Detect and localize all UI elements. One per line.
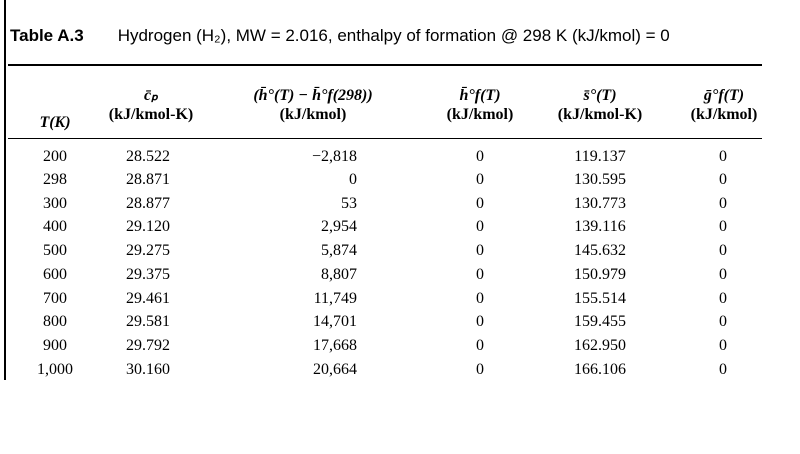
cell-gibbs-formation: 0: [719, 266, 727, 283]
cell-enthalpy-change: 5,874: [321, 242, 357, 259]
cell-cp: 29.792: [126, 337, 170, 354]
cell-entropy: 130.595: [574, 171, 626, 188]
header-entropy: [545, 86, 655, 124]
cell-entropy: 119.137: [574, 148, 626, 165]
cell-cp: 30.160: [126, 361, 170, 378]
cell-temperature: 200: [43, 148, 67, 165]
cell-enthalpy-formation: 0: [476, 361, 484, 378]
cell-enthalpy-formation: 0: [476, 171, 484, 188]
header-entropy-symbol: s̄°(T): [583, 87, 617, 104]
cell-enthalpy-formation: 0: [476, 266, 484, 283]
cell-enthalpy-change: 53: [341, 195, 357, 212]
cell-enthalpy-formation: 0: [476, 195, 484, 212]
header-temperature-label: T(K): [39, 114, 71, 131]
cell-cp: 28.522: [126, 148, 170, 165]
cell-temperature: 1,000: [37, 361, 73, 378]
cell-gibbs-formation: 0: [719, 171, 727, 188]
cell-cp: 29.581: [126, 313, 170, 330]
cell-cp: 28.877: [126, 195, 170, 212]
cell-temperature: 900: [43, 337, 67, 354]
header-cp-symbol: c̄ₚ: [144, 87, 158, 104]
table-top-rule: [8, 64, 762, 66]
cell-gibbs-formation: 0: [719, 148, 727, 165]
cell-cp: 29.375: [126, 266, 170, 283]
cell-gibbs-formation: 0: [719, 290, 727, 307]
cell-cp: 29.461: [126, 290, 170, 307]
cell-temperature: 298: [43, 171, 67, 188]
cell-gibbs-formation: 0: [719, 361, 727, 378]
header-gibbs-formation: [676, 86, 772, 124]
header-enthalpy-formation-symbol: h̄°f(T): [459, 87, 501, 104]
cell-entropy: 139.116: [574, 218, 626, 235]
header-temperature: [20, 113, 90, 132]
cell-temperature: 600: [43, 266, 67, 283]
header-cp: [96, 86, 206, 124]
header-enthalpy-formation-unit: (kJ/kmol): [446, 106, 514, 123]
header-gibbs-formation-unit: (kJ/kmol): [690, 106, 758, 123]
cell-enthalpy-change: 20,664: [313, 361, 357, 378]
header-gibbs-formation-symbol: ḡ°f(T): [703, 87, 745, 104]
cell-gibbs-formation: 0: [719, 337, 727, 354]
cell-entropy: 162.950: [574, 337, 626, 354]
cell-enthalpy-change: −2,818: [311, 148, 357, 165]
cell-entropy: 155.514: [574, 290, 626, 307]
cell-enthalpy-formation: 0: [476, 218, 484, 235]
cell-gibbs-formation: 0: [719, 242, 727, 259]
table-caption: [10, 26, 670, 46]
cell-cp: 28.871: [126, 171, 170, 188]
cell-temperature: 500: [43, 242, 67, 259]
header-cp-unit: (kJ/kmol-K): [108, 106, 194, 123]
cell-entropy: 166.106: [574, 361, 626, 378]
cell-enthalpy-change: 8,807: [321, 266, 357, 283]
header-enthalpy-change-unit: (kJ/kmol): [279, 106, 347, 123]
cell-enthalpy-formation: 0: [476, 337, 484, 354]
cell-temperature: 300: [43, 195, 67, 212]
cell-gibbs-formation: 0: [719, 195, 727, 212]
cell-temperature: 800: [43, 313, 67, 330]
cell-enthalpy-formation: 0: [476, 242, 484, 259]
cell-enthalpy-formation: 0: [476, 148, 484, 165]
cell-enthalpy-formation: 0: [476, 313, 484, 330]
cell-enthalpy-change: 17,668: [313, 337, 357, 354]
cell-cp: 29.275: [126, 242, 170, 259]
header-enthalpy-change-symbol: (h̄°(T) − h̄°f(298)): [253, 87, 373, 104]
cell-temperature: 400: [43, 218, 67, 235]
table-label: Table A.3: [10, 26, 84, 45]
header-enthalpy-formation: [430, 86, 530, 124]
cell-entropy: 159.455: [574, 313, 626, 330]
cell-enthalpy-change: 14,701: [313, 313, 357, 330]
table-title: Hydrogen (H₂), MW = 2.016, enthalpy of formation @ 298 K (kJ/kmol) = 0: [117, 26, 670, 45]
cell-entropy: 150.979: [574, 266, 626, 283]
cell-gibbs-formation: 0: [719, 218, 727, 235]
cell-enthalpy-change: 11,749: [313, 290, 357, 307]
cell-enthalpy-formation: 0: [476, 290, 484, 307]
header-enthalpy-change: [228, 86, 398, 124]
cell-enthalpy-change: 0: [349, 171, 357, 188]
cell-gibbs-formation: 0: [719, 313, 727, 330]
cell-entropy: 130.773: [574, 195, 626, 212]
left-border-rule: [4, 0, 6, 380]
cell-temperature: 700: [43, 290, 67, 307]
cell-entropy: 145.632: [574, 242, 626, 259]
header-entropy-unit: (kJ/kmol-K): [557, 106, 643, 123]
cell-cp: 29.120: [126, 218, 170, 235]
cell-enthalpy-change: 2,954: [321, 218, 357, 235]
header-rule: [8, 138, 762, 139]
